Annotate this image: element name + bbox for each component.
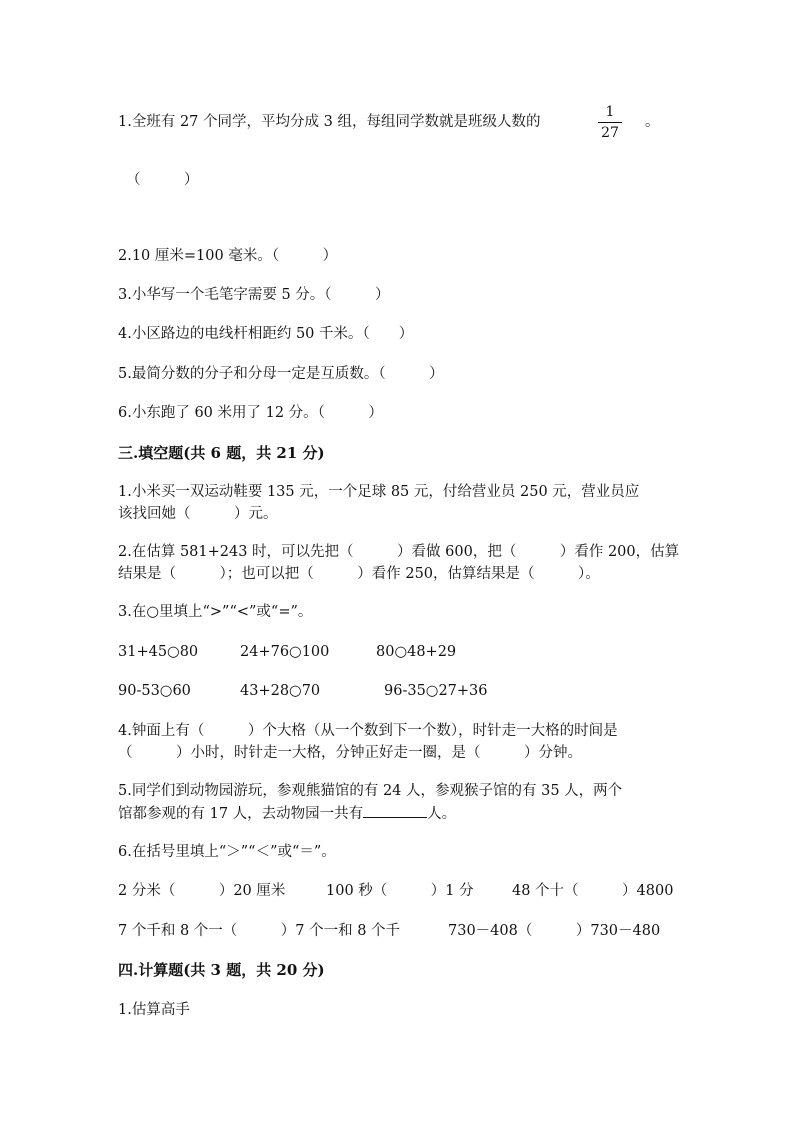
judgement-q3: 3.小华写一个毛笔字需要 5 分。（ ） — [118, 287, 390, 303]
calc-q1: 1.估算高手 — [118, 1002, 190, 1018]
q1-end: 。 — [645, 114, 660, 130]
section-3-title: 三.填空题(共 6 题，共 21 分) — [118, 444, 325, 462]
fill-q5-text: 馆都参观的有 17 人，去动物园一共有 — [118, 806, 364, 822]
compare-item: 2 分米（ ）20 厘米 — [118, 883, 286, 899]
compare-item: 24+76○100 — [240, 644, 330, 660]
fill-q5-line1: 5.同学们到动物园游玩，参观熊猫馆的有 24 人，参观猴子馆的有 35 人，两个 — [118, 783, 623, 799]
fill-q5-unit: 人。 — [427, 806, 457, 822]
compare-item: 48 个十（ ）4800 — [512, 883, 674, 899]
fraction-denominator: 27 — [601, 125, 619, 141]
q1-text: 1.全班有 27 个同学，平均分成 3 组，每组同学数就是班级人数的 — [118, 114, 541, 130]
judgement-q5: 5.最简分数的分子和分母一定是互质数。（ ） — [118, 366, 444, 382]
answer-blank[interactable] — [363, 803, 427, 818]
fraction-bar — [598, 122, 622, 123]
compare-item: 7 个千和 8 个一（ ）7 个一和 8 个千 — [118, 923, 401, 939]
q1-answer-paren: （ ） — [126, 172, 199, 188]
judgement-q6: 6.小东跑了 60 米用了 12 分。（ ） — [118, 405, 383, 421]
fill-q6: 6.在括号里填上“＞”“＜”或“＝”。 — [118, 844, 336, 860]
compare-item: 730－408（ ）730－480 — [448, 923, 661, 939]
fraction-numerator: 1 — [605, 104, 615, 120]
compare-item: 80○48+29 — [376, 644, 457, 660]
fill-q3: 3.在○里填上“>”“<”或“=”。 — [118, 604, 313, 620]
fill-q1-line2: 该找回她（ ）元。 — [118, 506, 278, 522]
fill-q2-line2: 结果是（ ）；也可以把（ ）看作 250，估算结果是（ ）。 — [118, 566, 600, 582]
compare-item: 90-53○60 — [118, 683, 191, 699]
fill-q4-line1: 4.钟面上有（ ）个大格（从一个数到下一个数），时针走一大格的时间是 — [118, 723, 618, 739]
section-4-title: 四.计算题(共 3 题，共 20 分) — [118, 961, 325, 979]
compare-item: 43+28○70 — [240, 683, 321, 699]
judgement-q4: 4.小区路边的电线杆相距约 50 千米。（ ） — [118, 326, 414, 342]
fill-q5-line2 — [118, 803, 456, 824]
fill-q1-line1: 1.小米买一双运动鞋要 135 元，一个足球 85 元，付给营业员 250 元，营业员应 — [118, 484, 640, 500]
fraction-1-27 — [595, 104, 625, 141]
compare-item: 96-35○27+36 — [384, 683, 488, 699]
compare-item: 100 秒（ ）1 分 — [326, 883, 474, 899]
judgement-q2: 2.10 厘米=100 毫米。（ ） — [118, 248, 338, 264]
fill-q2-line1: 2.在估算 581+243 时，可以先把（ ）看做 600，把（ ）看作 200，估算 — [118, 544, 680, 560]
compare-item: 31+45○80 — [118, 644, 199, 660]
fill-q4-line2: （ ）小时，时针走一大格，分钟正好走一圈，是（ ）分钟。 — [118, 745, 582, 761]
